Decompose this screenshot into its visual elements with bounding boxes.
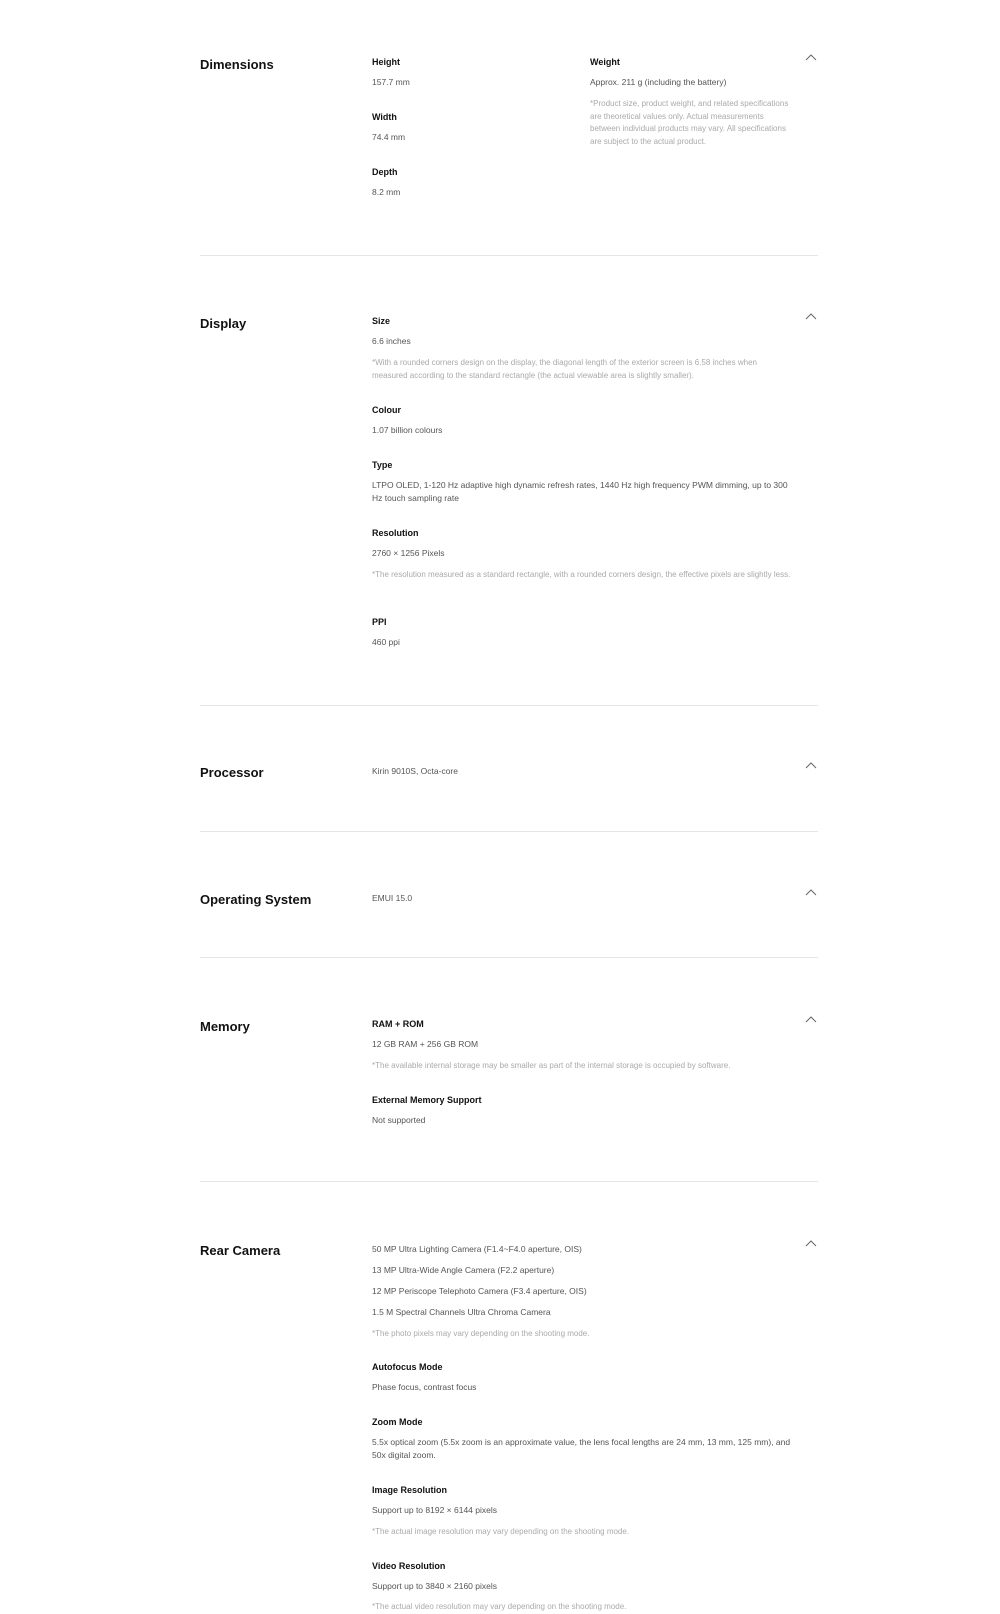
spec-label: Width (372, 112, 397, 122)
spec-value: 157.7 mm (372, 77, 410, 87)
spec-section-rear-camera (200, 1243, 818, 1611)
spec-note: *The actual image resolution may vary depending on the shooting mode. (372, 1527, 630, 1536)
chevron-up-icon[interactable] (804, 310, 818, 324)
section-title: Display (200, 316, 247, 331)
spec-value: Approx. 211 g (including the battery) (590, 77, 727, 87)
spec-value: 12 GB RAM + 256 GB ROM (372, 1039, 479, 1049)
chevron-up-icon[interactable] (804, 1237, 818, 1251)
spec-section-processor (200, 765, 818, 805)
spec-note: *The photo pixels may vary depending on the shooting mode. (372, 1329, 590, 1338)
spec-label: Height (372, 57, 400, 67)
spec-label: RAM + ROM (372, 1019, 424, 1029)
section-title: Processor (200, 765, 264, 780)
spec-value: 2760 × 1256 Pixels (372, 548, 445, 558)
spec-label: PPI (372, 617, 387, 627)
spec-value: 8.2 mm (372, 187, 401, 197)
camera-lens: 12 MP Periscope Telephoto Camera (F3.4 aperture, OIS) (372, 1286, 587, 1296)
section-divider (200, 831, 818, 832)
spec-value: 460 ppi (372, 637, 400, 647)
chevron-up-icon[interactable] (804, 759, 818, 773)
chevron-up-icon[interactable] (804, 1013, 818, 1027)
section-title: Memory (200, 1019, 250, 1034)
spec-section-memory (200, 1019, 818, 1139)
camera-lens: 50 MP Ultra Lighting Camera (F1.4~F4.0 aperture, OIS) (372, 1244, 582, 1254)
spec-label: Resolution (372, 528, 419, 538)
camera-lens: 1.5 M Spectral Channels Ultra Chroma Camera (372, 1307, 551, 1317)
spec-value: Phase focus, contrast focus (372, 1382, 477, 1392)
spec-value: Support up to 8192 × 6144 pixels (372, 1505, 497, 1515)
section-divider (200, 705, 818, 706)
spec-section-display (200, 316, 818, 656)
spec-value: Kirin 9010S, Octa-core (372, 766, 458, 776)
spec-label: Type (372, 460, 393, 470)
spec-label: Weight (590, 57, 620, 67)
section-title: Operating System (200, 892, 312, 907)
section-divider (200, 255, 818, 256)
spec-value: Not supported (372, 1115, 426, 1125)
spec-value: LTPO OLED, 1-120 Hz adaptive high dynamic refresh rates, 1440 Hz high frequency PWM dimming, up to 300 Hz touch sampling rate (372, 480, 788, 503)
chevron-up-icon[interactable] (804, 886, 818, 900)
spec-note: *The actual video resolution may vary depending on the shooting mode. (372, 1602, 627, 1611)
spec-label: Zoom Mode (372, 1417, 423, 1427)
spec-section-operating-system (200, 892, 818, 932)
spec-value: 74.4 mm (372, 132, 406, 142)
camera-lens: 13 MP Ultra-Wide Angle Camera (F2.2 aperture) (372, 1265, 555, 1275)
spec-label: Size (372, 316, 391, 326)
spec-label: Depth (372, 167, 398, 177)
spec-value: 6.6 inches (372, 336, 411, 346)
spec-value: 5.5x optical zoom (5.5x zoom is an approximate value, the lens focal lengths are 24 mm, 13 mm, 125 mm), and 50x digital zoom. (372, 1437, 791, 1460)
spec-value: 1.07 billion colours (372, 425, 443, 435)
spec-label: Autofocus Mode (372, 1362, 443, 1372)
spec-label: Colour (372, 405, 401, 415)
spec-note: *With a rounded corners design on the display, the diagonal length of the exterior screen is 6.58 inches when measured according to the standard rectangle (the actual viewable area is slightly smaller). (372, 358, 757, 380)
spec-note: *The resolution measured as a standard rectangle, with a rounded corners design, the effective pixels are slightly less. (372, 570, 791, 579)
spec-section-dimensions (200, 57, 818, 207)
spec-note: *Product size, product weight, and related specifications are theoretical values only. Actual measurements between individual products may vary. All specifications are subject to the actual product. (590, 99, 789, 146)
section-title: Dimensions (200, 57, 274, 72)
section-divider (200, 957, 818, 958)
spec-label: External Memory Support (372, 1095, 482, 1105)
spec-label: Video Resolution (372, 1561, 446, 1571)
spec-label: Image Resolution (372, 1485, 448, 1495)
section-divider (200, 1181, 818, 1182)
spec-value: EMUI 15.0 (372, 893, 413, 903)
spec-note: *The available internal storage may be smaller as part of the internal storage is occupied by software. (372, 1061, 731, 1070)
section-title: Rear Camera (200, 1243, 281, 1258)
spec-value: Support up to 3840 × 2160 pixels (372, 1581, 497, 1591)
chevron-up-icon[interactable] (804, 51, 818, 65)
